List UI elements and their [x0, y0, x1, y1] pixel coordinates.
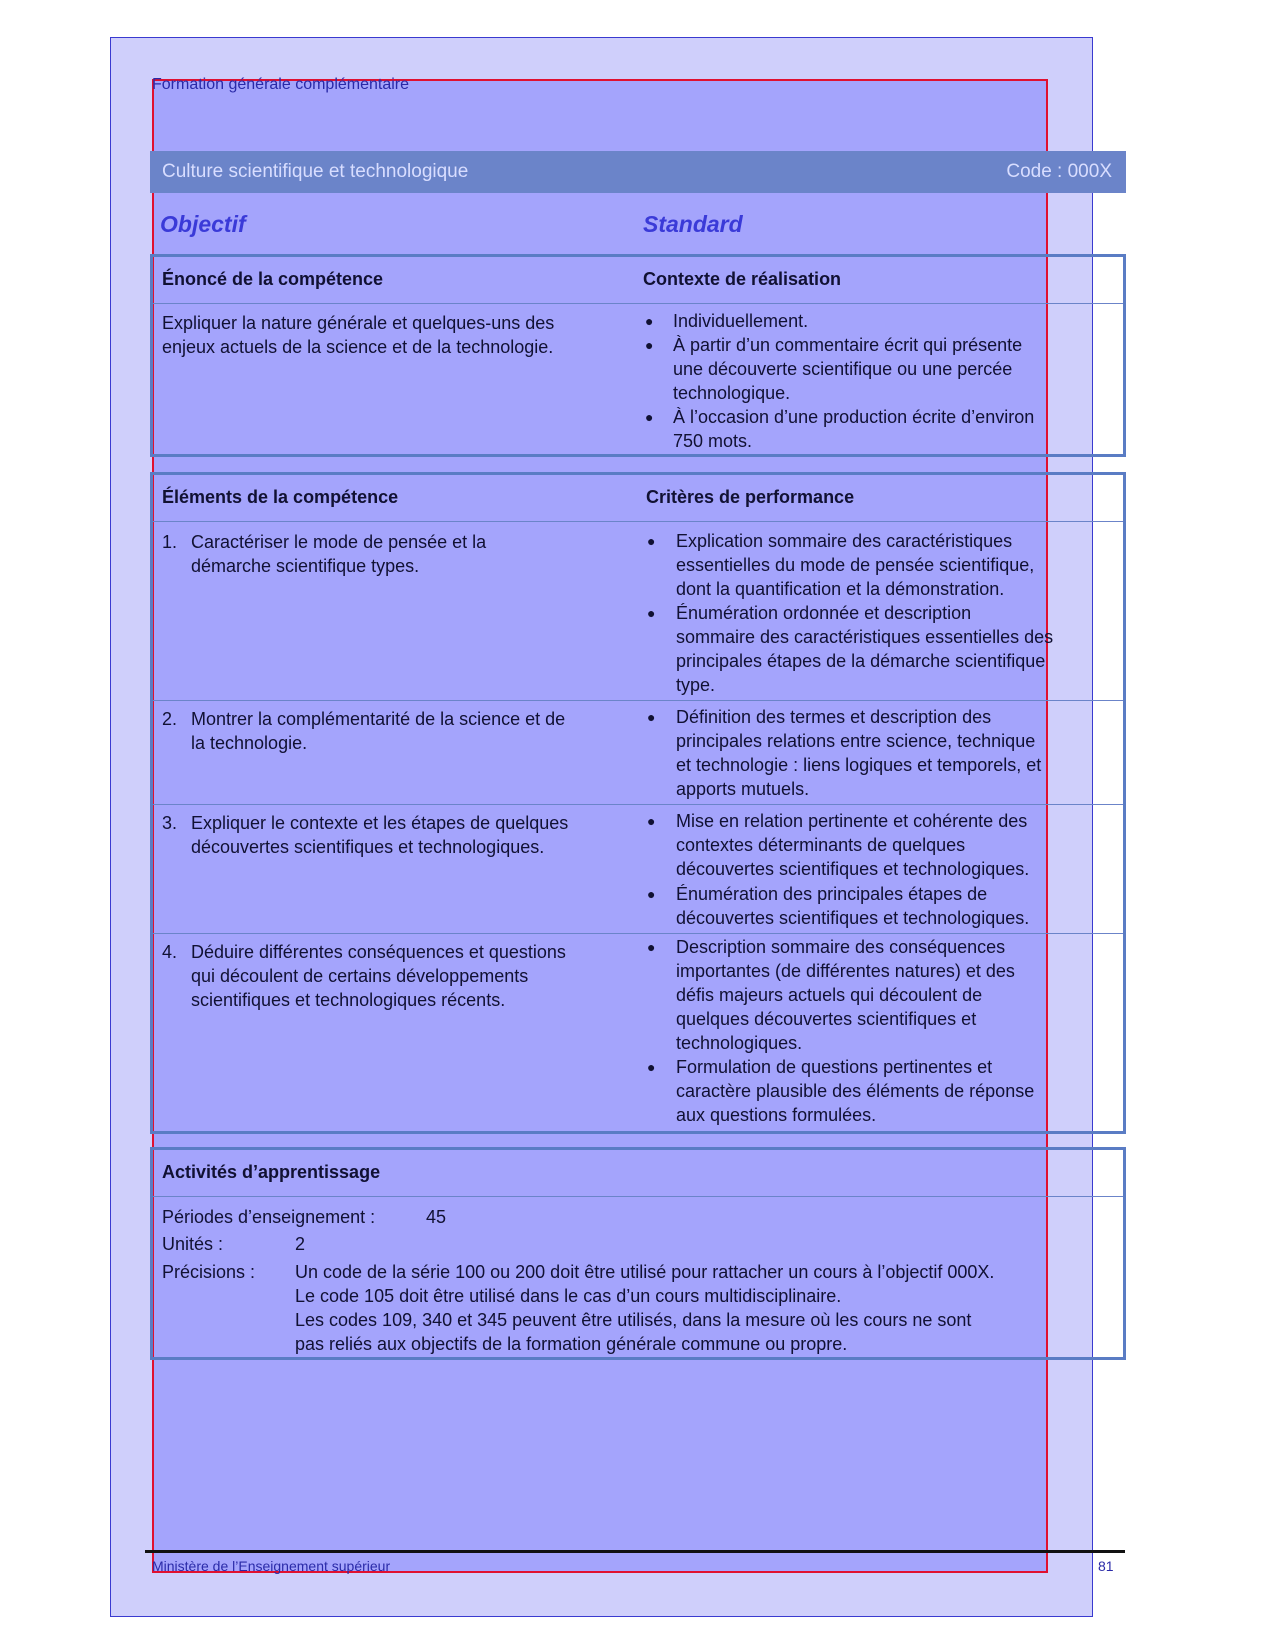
- row-divider: [153, 700, 1123, 701]
- context-item: technologique.: [673, 383, 791, 403]
- criterion-line: importantes (de différentes natures) et des: [676, 961, 1015, 981]
- criterion-line: aux questions formulées.: [676, 1105, 877, 1125]
- competence-box-header: [153, 257, 1123, 304]
- precisions-label: Précisions :: [162, 1262, 256, 1282]
- competence-statement-line: enjeux actuels de la science et de la technologie.: [162, 337, 554, 357]
- footer-rule: [145, 1550, 1125, 1553]
- competence-statement-line: Expliquer la nature générale et quelques-uns des: [162, 313, 555, 333]
- elements-heading: Éléments de la compétence: [162, 487, 399, 507]
- activities-box: [150, 1147, 1126, 1360]
- context-item: À l’occasion d’une production écrite d’environ: [673, 407, 1035, 427]
- precision-line: Les codes 109, 340 et 345 peuvent être utilisés, dans la mesure où les cours ne sont: [295, 1310, 972, 1330]
- criterion-line: Mise en relation pertinente et cohérente des: [676, 811, 1028, 831]
- footer-ministry: Ministère de l’Enseignement supérieur: [152, 1558, 391, 1574]
- context-item: Individuellement.: [673, 311, 809, 331]
- context-item: une découverte scientifique ou une percée: [673, 359, 1013, 379]
- bullet-icon: ●: [647, 939, 656, 955]
- precision-line: pas reliés aux objectifs de la formation générale commune ou propre.: [295, 1334, 848, 1354]
- course-title: Culture scientifique et technologique: [162, 161, 469, 182]
- element-text: Déduire différentes conséquences et questions: [191, 942, 566, 962]
- criterion-line: essentielles du mode de pensée scientifique,: [676, 555, 1035, 575]
- element-text: la technologie.: [191, 733, 308, 753]
- criterion-line: défis majeurs actuels qui découlent de: [676, 985, 983, 1005]
- bullet-icon: ●: [647, 709, 656, 725]
- elements-box-header: [153, 475, 1123, 522]
- element-text: qui découlent de certains développements: [191, 966, 529, 986]
- bullet-icon: ●: [647, 813, 656, 829]
- activities-heading: Activités d’apprentissage: [162, 1162, 381, 1182]
- units-value: 2: [295, 1234, 306, 1254]
- competence-statement-heading: Énoncé de la compétence: [162, 269, 384, 289]
- element-text: Montrer la complémentarité de la science et de: [191, 709, 566, 729]
- bullet-icon: ●: [647, 886, 656, 902]
- competence-box: [150, 254, 1126, 457]
- activities-box-header: [153, 1150, 1123, 1197]
- element-number: 1.: [162, 532, 178, 552]
- criterion-line: principales étapes de la démarche scientifique: [676, 651, 1046, 671]
- bullet-icon: ●: [645, 313, 654, 329]
- element-number: 2.: [162, 709, 178, 729]
- bullet-icon: ●: [647, 605, 656, 621]
- precision-line: Un code de la série 100 ou 200 doit être utilisé pour rattacher un cours à l’objectif 000X.: [295, 1262, 995, 1282]
- course-code: Code : 000X: [1006, 161, 1112, 182]
- criterion-line: Description sommaire des conséquences: [676, 937, 1006, 957]
- criterion-line: découvertes scientifiques et technologiques.: [676, 908, 1030, 928]
- criterion-line: type.: [676, 675, 716, 695]
- criterion-line: Énumération ordonnée et description: [676, 603, 972, 623]
- bullet-icon: ●: [647, 1059, 656, 1075]
- section-header: Formation générale complémentaire: [152, 76, 410, 93]
- element-text: Caractériser le mode de pensée et la: [191, 532, 487, 552]
- element-number: 4.: [162, 942, 178, 962]
- bullet-icon: ●: [645, 337, 654, 353]
- criterion-line: caractère plausible des éléments de réponse: [676, 1081, 1035, 1101]
- criterion-line: dont la quantification et la démonstration.: [676, 579, 1005, 599]
- row-divider: [153, 804, 1123, 805]
- criterion-line: principales relations entre science, technique: [676, 731, 1036, 751]
- element-text: découvertes scientifiques et technologiques.: [191, 837, 545, 857]
- criterion-line: Énumération des principales étapes de: [676, 884, 988, 904]
- title-bar: [150, 151, 1126, 193]
- criterion-line: quelques découvertes scientifiques et: [676, 1009, 977, 1029]
- criterion-line: découvertes scientifiques et technologiques.: [676, 859, 1030, 879]
- context-item: À partir d’un commentaire écrit qui présente: [673, 335, 1023, 355]
- row-divider: [153, 933, 1123, 934]
- context-item: 750 mots.: [673, 431, 753, 451]
- criterion-line: sommaire des caractéristiques essentielles des: [676, 627, 1054, 647]
- periods-label: Périodes d’enseignement :: [162, 1207, 376, 1227]
- criteria-heading: Critères de performance: [646, 487, 855, 507]
- criterion-line: Explication sommaire des caractéristiques: [676, 531, 1013, 551]
- element-text: Expliquer le contexte et les étapes de quelques: [191, 813, 569, 833]
- units-label: Unités :: [162, 1234, 224, 1254]
- element-text: démarche scientifique types.: [191, 556, 420, 576]
- criterion-line: apports mutuels.: [676, 779, 810, 799]
- criterion-line: Formulation de questions pertinentes et: [676, 1057, 993, 1077]
- context-heading: Contexte de réalisation: [643, 269, 842, 289]
- periods-value: 45: [426, 1207, 447, 1227]
- elements-box: [150, 472, 1126, 1134]
- column-heading-standard: Standard: [643, 211, 743, 237]
- precision-line: Le code 105 doit être utilisé dans le cas d’un cours multidisciplinaire.: [295, 1286, 842, 1306]
- column-heading-objective: Objectif: [160, 211, 246, 237]
- criterion-line: technologiques.: [676, 1033, 803, 1053]
- bullet-icon: ●: [647, 533, 656, 549]
- criterion-line: Définition des termes et description des: [676, 707, 992, 727]
- page-number: 81: [1098, 1558, 1114, 1574]
- criterion-line: contextes déterminants de quelques: [676, 835, 966, 855]
- bullet-icon: ●: [645, 409, 654, 425]
- element-text: scientifiques et technologiques récents.: [191, 990, 506, 1010]
- element-number: 3.: [162, 813, 178, 833]
- criterion-line: et technologie : liens logiques et temporels, et: [676, 755, 1042, 775]
